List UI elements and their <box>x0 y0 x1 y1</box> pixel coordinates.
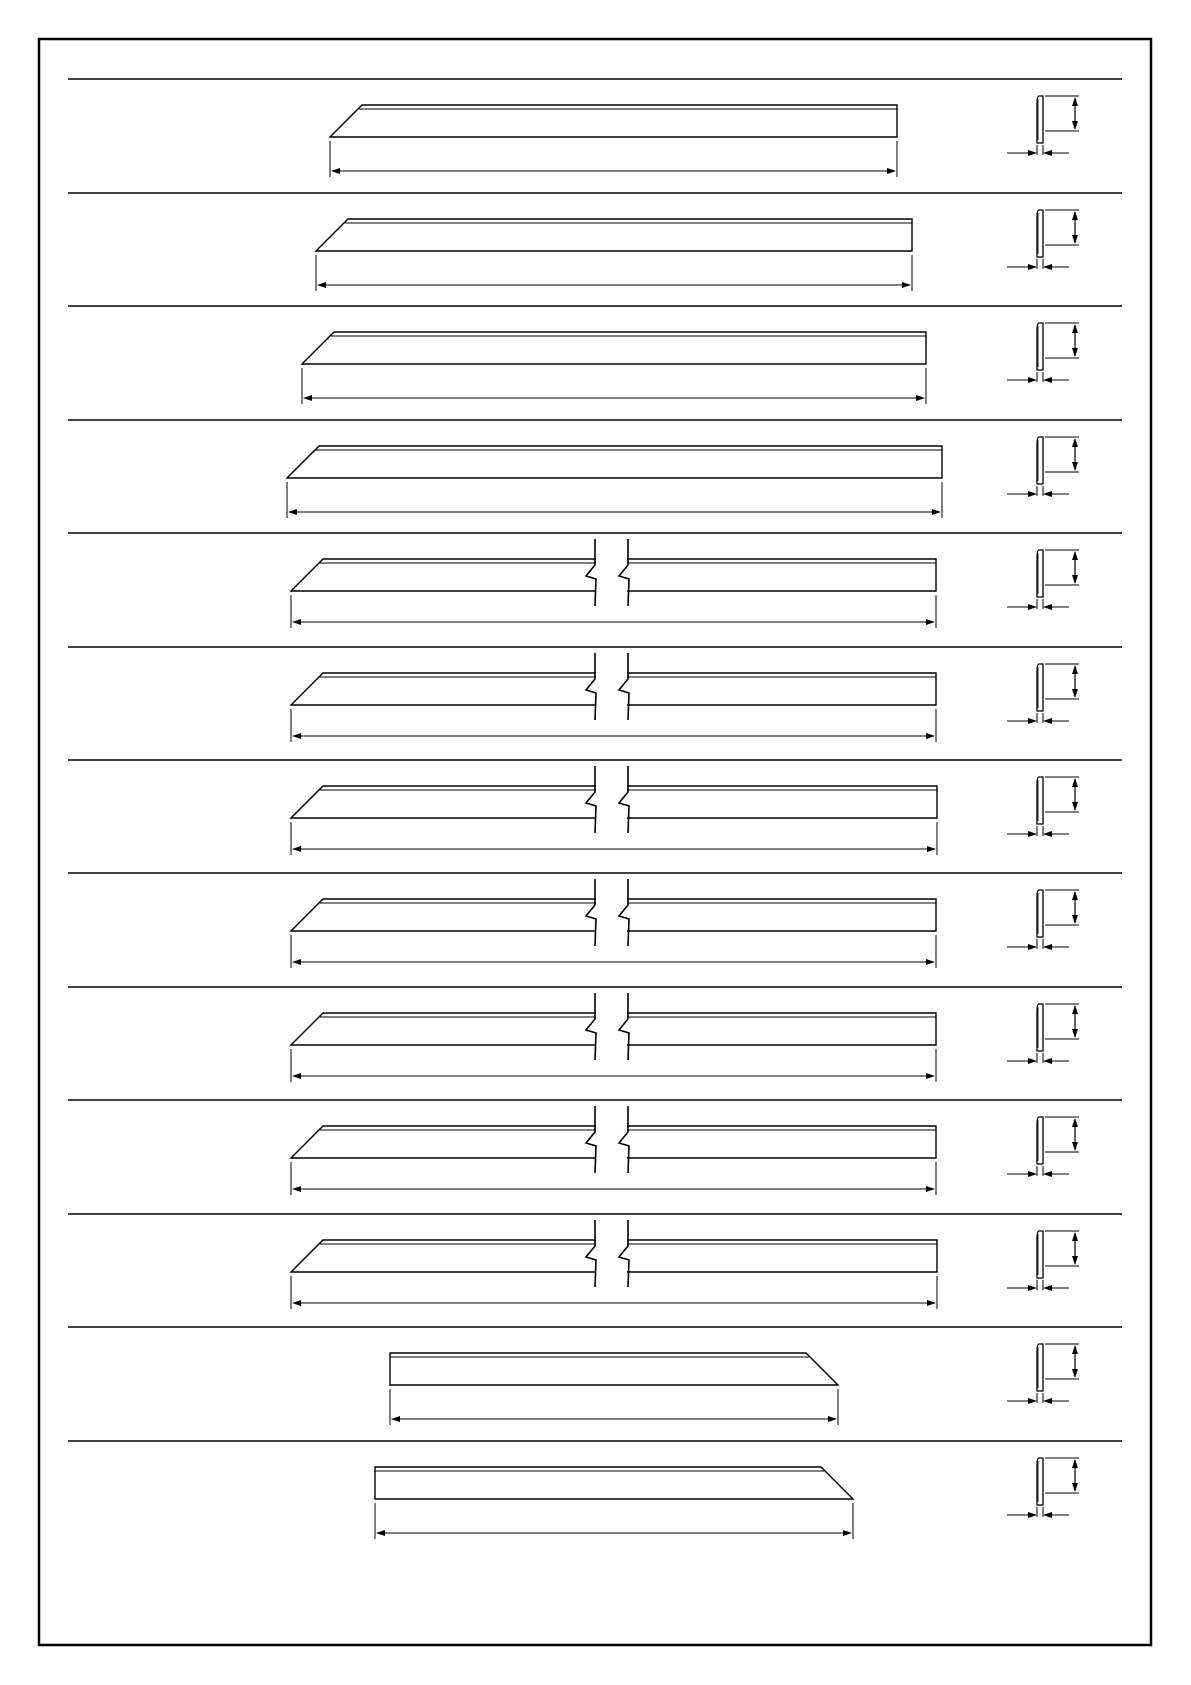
break-gap <box>596 1125 627 1160</box>
break-gap <box>596 785 627 820</box>
break-gap <box>596 1012 627 1047</box>
break-gap <box>596 672 627 707</box>
break-gap <box>596 558 627 593</box>
break-gap <box>596 1239 627 1274</box>
break-gap <box>596 898 627 933</box>
